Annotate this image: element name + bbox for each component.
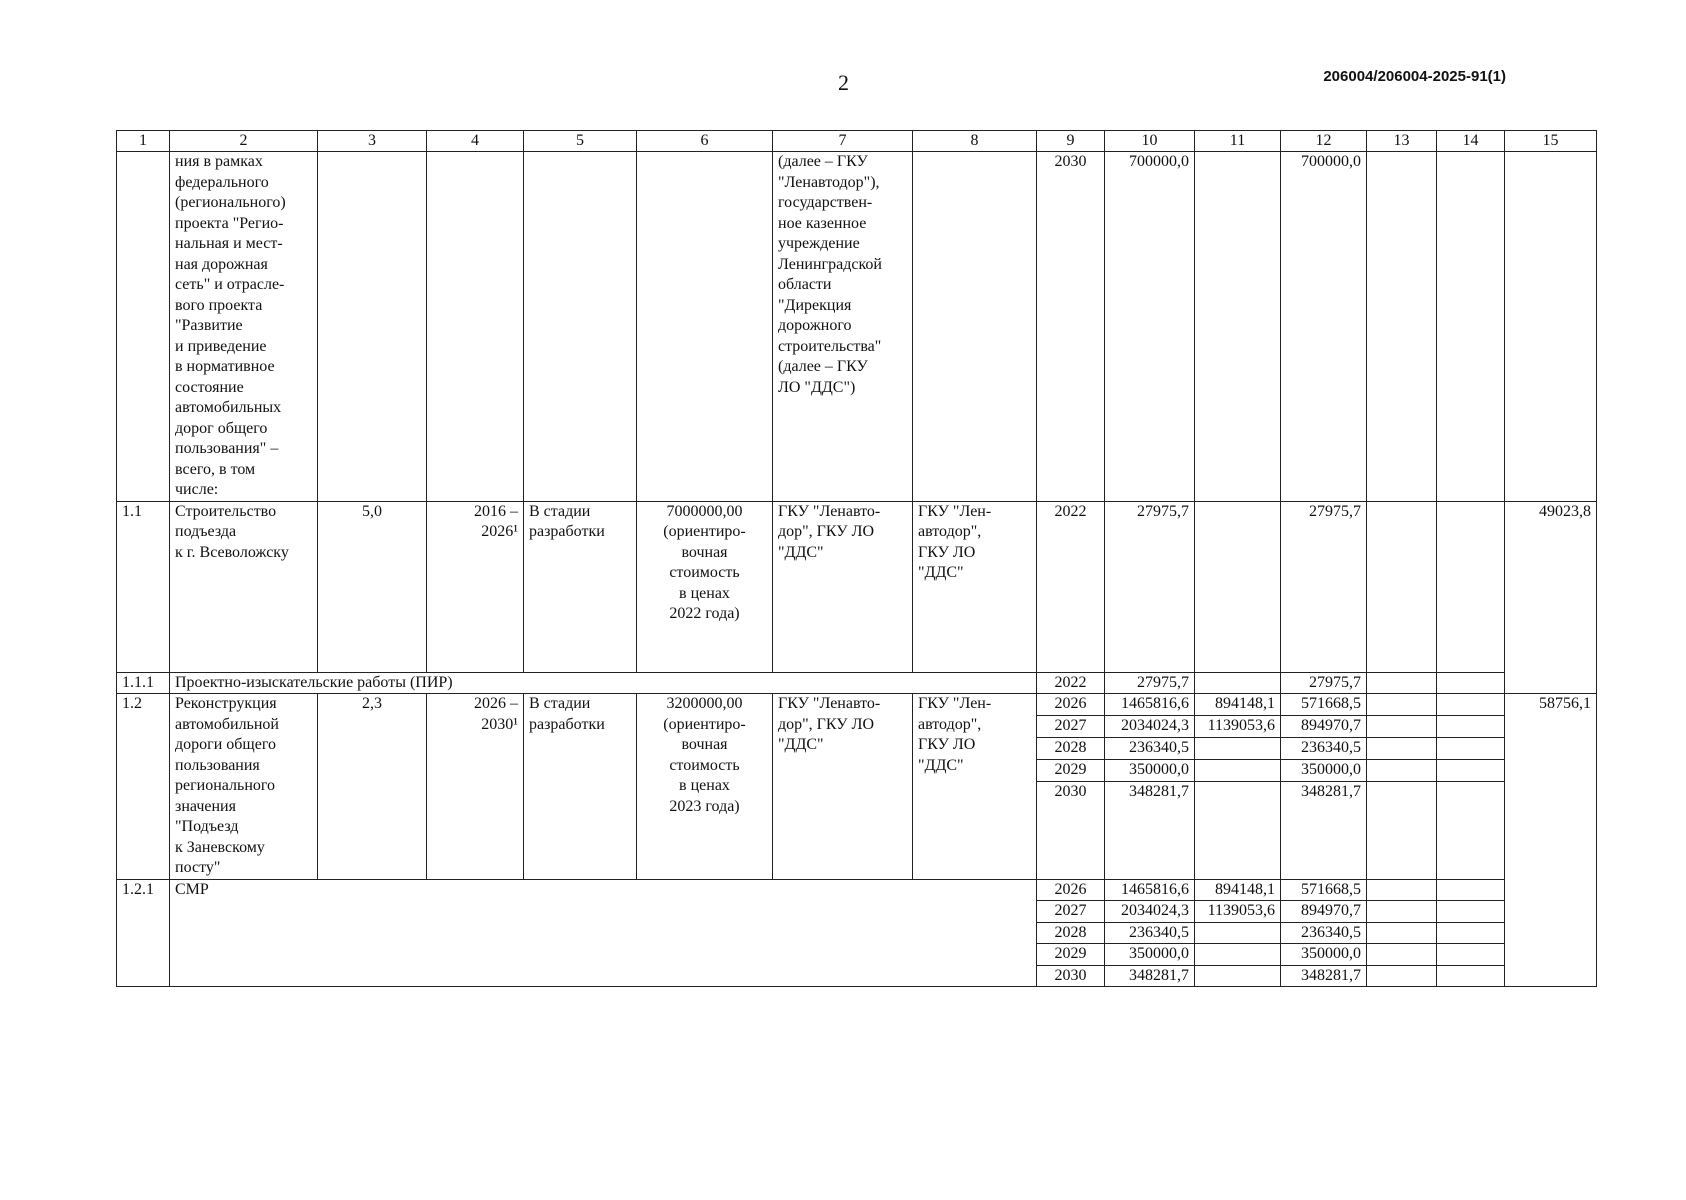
empty-cell: [1437, 879, 1505, 901]
row-number-cell: 1.2.1: [117, 879, 170, 987]
empty-cell: [1437, 922, 1505, 944]
work-name-cell: Проектно-изыскательские работы (ПИР): [170, 672, 1037, 694]
total-cell: 348281,7: [1105, 965, 1195, 987]
empty-cell: [1437, 501, 1505, 672]
total-cell: 27975,7: [1105, 501, 1195, 672]
empty-cell: [1437, 901, 1505, 923]
project-name-cell: ния в рамках федерального (регионального) проекта "Регио- нальная и мест- ная дорожная сеть" и отрасле- вого проекта "Развитие и приведение в нормативное состояние автомобильных дорог общего пользования" – всего, в том числе:: [170, 152, 318, 502]
empty-cell: [1437, 737, 1505, 759]
year-cell: 2029: [1037, 944, 1105, 966]
value-col15-cell: 58756,1: [1505, 694, 1597, 987]
executor-cell: ГКУ "Лен- автодор", ГКУ ЛО "ДДС": [913, 694, 1037, 880]
total-cell: 27975,7: [1105, 672, 1195, 694]
empty-cell: [1367, 737, 1437, 759]
empty-cell: [1437, 152, 1505, 502]
empty-cell: [1437, 781, 1505, 879]
total-cell: 700000,0: [1105, 152, 1195, 502]
col-header: 9: [1037, 131, 1105, 152]
regional-budget-cell: 348281,7: [1281, 965, 1367, 987]
row-number-cell: 1.1.1: [117, 672, 170, 694]
empty-cell: [1367, 901, 1437, 923]
federal-budget-cell: 1139053,6: [1195, 901, 1281, 923]
project-name-cell: Строительство подъезда к г. Всеволожску: [170, 501, 318, 672]
document-code: 206004/206004-2025-91(1): [1323, 68, 1506, 85]
empty-cell: [1367, 944, 1437, 966]
empty-cell: [427, 152, 524, 502]
period-cell: 2016 – 2026¹: [427, 501, 524, 672]
empty-cell: [1367, 759, 1437, 781]
period-cell: 2026 – 2030¹: [427, 694, 524, 880]
project-name-cell: Реконструкция автомобильной дороги общего пользования регионального значения "Подъезд к Заневскому посту": [170, 694, 318, 880]
executor-cell: ГКУ "Лен- автодор", ГКУ ЛО "ДДС": [913, 501, 1037, 672]
empty-cell: [1437, 672, 1505, 694]
empty-cell: [1437, 965, 1505, 987]
col-header: 5: [524, 131, 637, 152]
col-header: 10: [1105, 131, 1195, 152]
customer-cell: (далее – ГКУ "Ленавтодор"), государствен- ное казенное учреждение Ленинградской области "Дирекция дорожного строительства" (далее – ГКУ ЛО "ДДС"): [773, 152, 913, 502]
regional-budget-cell: 348281,7: [1281, 781, 1367, 879]
col-header: 4: [427, 131, 524, 152]
col-header: 15: [1505, 131, 1597, 152]
federal-budget-cell: [1195, 922, 1281, 944]
empty-cell: [1437, 715, 1505, 737]
cost-cell: 3200000,00 (ориентиро- вочная стоимость в ценах 2023 года): [637, 694, 773, 880]
year-cell: 2026: [1037, 879, 1105, 901]
empty-cell: [1367, 715, 1437, 737]
col-header: 6: [637, 131, 773, 152]
work-name-cell: СМР: [170, 879, 1037, 987]
year-cell: 2027: [1037, 901, 1105, 923]
federal-budget-cell: [1195, 759, 1281, 781]
total-cell: 236340,5: [1105, 737, 1195, 759]
regional-budget-cell: 571668,5: [1281, 694, 1367, 716]
col-header: 7: [773, 131, 913, 152]
total-cell: 348281,7: [1105, 781, 1195, 879]
year-cell: 2028: [1037, 737, 1105, 759]
federal-budget-cell: [1195, 737, 1281, 759]
total-cell: 236340,5: [1105, 922, 1195, 944]
regional-budget-cell: 350000,0: [1281, 759, 1367, 781]
federal-budget-cell: 894148,1: [1195, 694, 1281, 716]
regional-budget-cell: 894970,7: [1281, 715, 1367, 737]
total-cell: 2034024,3: [1105, 715, 1195, 737]
empty-cell: [1195, 672, 1281, 694]
regional-budget-cell: 700000,0: [1281, 152, 1367, 502]
col-header: 8: [913, 131, 1037, 152]
total-cell: 1465816,6: [1105, 879, 1195, 901]
federal-budget-cell: 1139053,6: [1195, 715, 1281, 737]
empty-cell: [1437, 759, 1505, 781]
empty-cell: [1505, 152, 1597, 502]
customer-cell: ГКУ "Ленавто- дор", ГКУ ЛО "ДДС": [773, 501, 913, 672]
status-cell: В стадии разработки: [524, 501, 637, 672]
cost-cell: 7000000,00 (ориентиро- вочная стоимость в ценах 2022 года): [637, 501, 773, 672]
year-cell: 2022: [1037, 672, 1105, 694]
empty-cell: [1367, 672, 1437, 694]
row-number-cell: 1.2: [117, 694, 170, 880]
regional-budget-cell: 27975,7: [1281, 672, 1367, 694]
value-col15-cell: 49023,8: [1505, 501, 1597, 694]
empty-cell: [1367, 694, 1437, 716]
federal-budget-cell: [1195, 944, 1281, 966]
year-cell: 2030: [1037, 152, 1105, 502]
empty-cell: [1437, 944, 1505, 966]
year-cell: 2030: [1037, 781, 1105, 879]
table-row: [117, 501, 1597, 672]
total-cell: 2034024,3: [1105, 901, 1195, 923]
regional-budget-cell: 350000,0: [1281, 944, 1367, 966]
regional-budget-cell: 27975,7: [1281, 501, 1367, 672]
col-header: 3: [318, 131, 427, 152]
regional-budget-cell: 236340,5: [1281, 737, 1367, 759]
column-number-row: [117, 131, 1597, 152]
col-header: 1: [117, 131, 170, 152]
length-cell: 2,3: [318, 694, 427, 880]
empty-cell: [1195, 152, 1281, 502]
total-cell: 350000,0: [1105, 944, 1195, 966]
federal-budget-cell: [1195, 965, 1281, 987]
empty-cell: [1367, 879, 1437, 901]
table-row: [117, 879, 1597, 901]
federal-budget-cell: 894148,1: [1195, 879, 1281, 901]
customer-cell: ГКУ "Ленавто- дор", ГКУ ЛО "ДДС": [773, 694, 913, 880]
length-cell: 5,0: [318, 501, 427, 672]
program-table: [116, 130, 1597, 987]
empty-cell: [1367, 922, 1437, 944]
empty-cell: [637, 152, 773, 502]
year-cell: 2028: [1037, 922, 1105, 944]
page-number: 2: [838, 70, 849, 95]
col-header: 14: [1437, 131, 1505, 152]
year-cell: 2027: [1037, 715, 1105, 737]
empty-cell: [524, 152, 637, 502]
empty-cell: [1367, 152, 1437, 502]
year-cell: 2022: [1037, 501, 1105, 672]
col-header: 12: [1281, 131, 1367, 152]
year-cell: 2030: [1037, 965, 1105, 987]
empty-cell: [1367, 501, 1437, 672]
table-row: [117, 672, 1597, 694]
empty-cell: [1437, 694, 1505, 716]
year-cell: 2026: [1037, 694, 1105, 716]
row-number-cell: [117, 152, 170, 502]
empty-cell: [1367, 781, 1437, 879]
federal-budget-cell: [1195, 781, 1281, 879]
col-header: 11: [1195, 131, 1281, 152]
total-cell: 1465816,6: [1105, 694, 1195, 716]
status-cell: В стадии разработки: [524, 694, 637, 880]
table-row: [117, 152, 1597, 502]
col-header: 13: [1367, 131, 1437, 152]
empty-cell: [1367, 965, 1437, 987]
col-header: 2: [170, 131, 318, 152]
regional-budget-cell: 236340,5: [1281, 922, 1367, 944]
total-cell: 350000,0: [1105, 759, 1195, 781]
regional-budget-cell: 571668,5: [1281, 879, 1367, 901]
empty-cell: [1195, 501, 1281, 672]
year-cell: 2029: [1037, 759, 1105, 781]
row-number-cell: 1.1: [117, 501, 170, 672]
empty-cell: [913, 152, 1037, 502]
table-row: [117, 694, 1597, 716]
empty-cell: [318, 152, 427, 502]
regional-budget-cell: 894970,7: [1281, 901, 1367, 923]
